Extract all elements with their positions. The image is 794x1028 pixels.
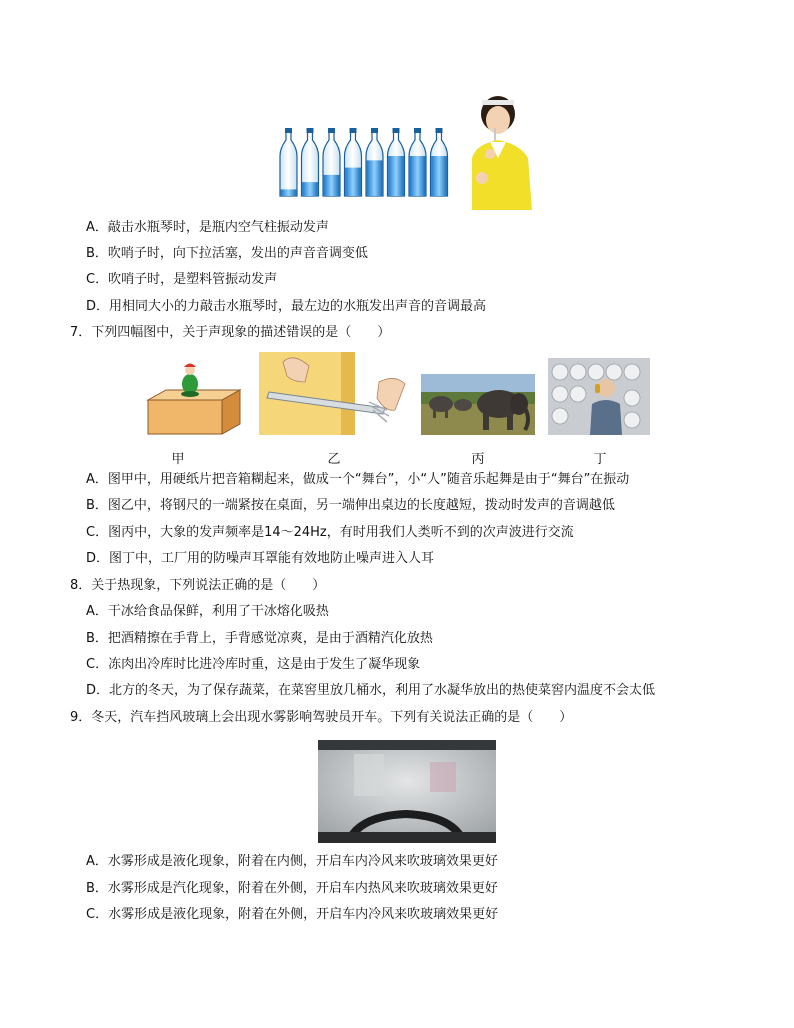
q9-option-a: A．水雾形成是液化现象，附着在内侧，开启车内冷风来吹玻璃效果更好 — [86, 854, 498, 869]
q7-option-a: A．图甲中，用硬纸片把音箱糊起来，做成一个“舞台”，小“人”随音乐起舞是由于“舞台”在振动 — [86, 472, 630, 487]
q6-option-b: B．吹哨子时，向下拉活塞，发出的声音音调变低 — [86, 246, 368, 261]
q8-stem: 8．关于热现象，下列说法正确的是（ ） — [70, 578, 326, 593]
figure-yi-steel-ruler — [259, 352, 412, 435]
q8-option-c: C．冻肉出冷库时比进冷库时重，这是由于发生了凝华现象 — [86, 657, 421, 672]
q6-option-d: D．用相同大小的力敲击水瓶琴时，最左边的水瓶发出声音的音调最高 — [86, 299, 487, 314]
figure-ding-factory-earmuffs — [548, 358, 650, 435]
figure-jia-speaker-stage — [146, 356, 242, 436]
q9-option-c: C．水雾形成是液化现象，附着在外侧，开启车内冷风来吹玻璃效果更好 — [86, 907, 499, 922]
figure-water-bottle-xylophone — [276, 92, 538, 210]
q9-option-b: B．水雾形成是汽化现象，附着在外侧，开启车内热风来吹玻璃效果更好 — [86, 881, 498, 896]
figure-bing-elephants — [421, 374, 535, 435]
caption-yi: 乙 — [327, 452, 341, 467]
q7-stem: 7．下列四幅图中，关于声现象的描述错误的是（ ） — [70, 325, 391, 340]
q7-option-c: C．图丙中，大象的发声频率是14～24Hz，有时用我们人类听不到的次声波进行交流 — [86, 525, 574, 540]
caption-jia: 甲 — [171, 452, 185, 467]
q8-option-a: A．干冰给食品保鲜，利用了干冰熔化吸热 — [86, 604, 329, 619]
q6-option-a: A．敲击水瓶琴时，是瓶内空气柱振动发声 — [86, 220, 329, 235]
q6-option-c: C．吹哨子时，是塑料管振动发声 — [86, 272, 278, 287]
q7-option-b: B．图乙中，将钢尺的一端紧按在桌面，另一端伸出桌边的长度越短，拨动时发声的音调越低 — [86, 498, 615, 513]
caption-ding: 丁 — [593, 452, 607, 467]
q7-option-d: D．图丁中，工厂用的防噪声耳罩能有效地防止噪声进入人耳 — [86, 551, 435, 566]
caption-bing: 丙 — [471, 452, 485, 467]
q8-option-d: D．北方的冬天，为了保存蔬菜，在菜窖里放几桶水，利用了水凝华放出的热使菜窖内温度不会太低 — [86, 683, 656, 698]
q8-option-b: B．把酒精擦在手背上，手背感觉凉爽，是由于酒精汽化放热 — [86, 631, 433, 646]
figure-fogged-windshield — [318, 740, 496, 843]
q9-stem: 9．冬天，汽车挡风玻璃上会出现水雾影响驾驶员开车。下列有关说法正确的是（ ） — [70, 710, 573, 725]
